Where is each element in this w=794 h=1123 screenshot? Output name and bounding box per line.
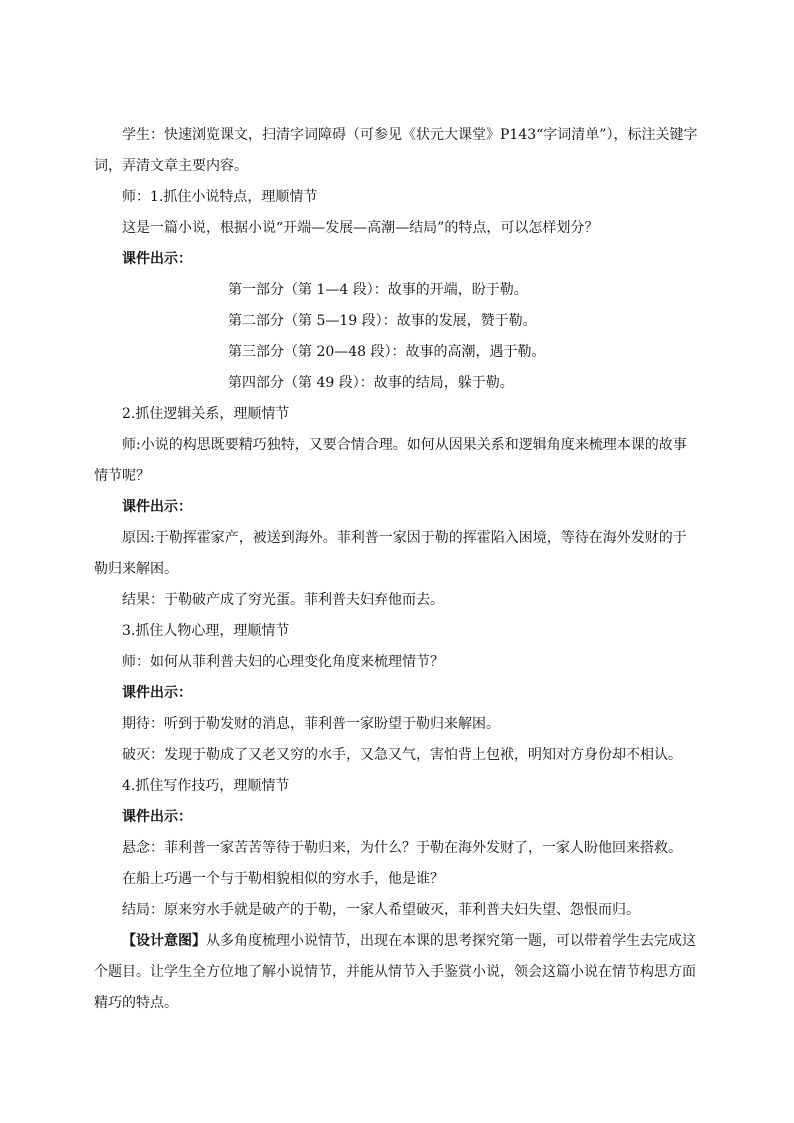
cause-paragraph: 原因:于勒挥霍家产，被送到海外。菲利普一家因于勒的挥霍陷入困境，等待在海外发财的于勒归来解困。	[94, 530, 687, 577]
document-body	[94, 120, 698, 1019]
list-item: 第二部分（第 5—19 段）：故事的发展，赞于勒。	[228, 313, 537, 329]
result-paragraph: 结果：于勒破产成了穷光蛋。菲利普夫妇弃他而去。	[122, 592, 444, 608]
disillusion-paragraph: 破灭：发现于勒成了又老又穷的水手，又急又气，害怕背上包袱，明知对方身份却不相认。	[122, 747, 682, 763]
design-intent-paragraph	[94, 926, 698, 1019]
design-intent-label: 【设计意图】	[122, 933, 206, 949]
ending-paragraph: 结局：原来穷水手就是破产的于勒，一家人希望破灭，菲利普夫妇失望、怨恨而归。	[122, 902, 640, 918]
question-paragraph: 这是一篇小说，根据小说“开端—发展—高潮—结局”的特点，可以怎样划分？	[122, 220, 599, 236]
list-item: 第三部分（第 20—48 段）：故事的高潮，遇于勒。	[228, 344, 546, 360]
step-2-heading: 2.抓住逻辑关系，理顺情节	[122, 406, 290, 422]
student-paragraph: 学生：快速浏览课文，扫清字词障碍（可参见《状元大课堂》P143“字词清单”），标注关键字词，弄清文章主要内容。	[94, 127, 698, 174]
encounter-paragraph: 在船上巧遇一个与于勒相貌相似的穷水手，他是谁？	[122, 871, 444, 887]
design-intent-text: 从多角度梳理小说情节，出现在本课的思考探究第一题，可以带着学生去完成这个题目。让学生全方位地了解小说情节，并能从情节入手鉴赏小说，领会这篇小说在情节构思方面精巧的特点。	[94, 933, 696, 1011]
courseware-label: 课件出示：	[122, 251, 192, 267]
courseware-label: 课件出示：	[122, 499, 192, 515]
list-item: 第一部分（第 1—4 段）：故事的开端，盼于勒。	[228, 282, 528, 298]
parts-list	[94, 275, 698, 399]
list-item: 第四部分（第 49 段）：故事的结局，躲于勒。	[228, 375, 514, 391]
teacher-question-3: 师：如何从菲利普夫妇的心理变化角度来梳理情节？	[122, 654, 444, 670]
teacher-question-2: 师:小说的构思既要精巧独特，又要合情合理。如何从因果关系和逻辑角度来梳理本课的故事情节呢？	[94, 437, 687, 484]
step-4-heading: 4.抓住写作技巧，理顺情节	[122, 778, 290, 794]
courseware-label: 课件出示：	[122, 809, 192, 825]
expectation-paragraph: 期待：听到于勒发财的消息，菲利普一家盼望于勒归来解困。	[122, 716, 500, 732]
step-3-heading: 3.抓住人物心理，理顺情节	[122, 623, 290, 639]
courseware-label: 课件出示：	[122, 685, 192, 701]
teacher-step-1: 师：1.抓住小说特点，理顺情节	[122, 189, 318, 205]
suspense-paragraph: 悬念：菲利普一家苦苦等待于勒归来，为什么？于勒在海外发财了，一家人盼他回来搭救。	[122, 840, 682, 856]
